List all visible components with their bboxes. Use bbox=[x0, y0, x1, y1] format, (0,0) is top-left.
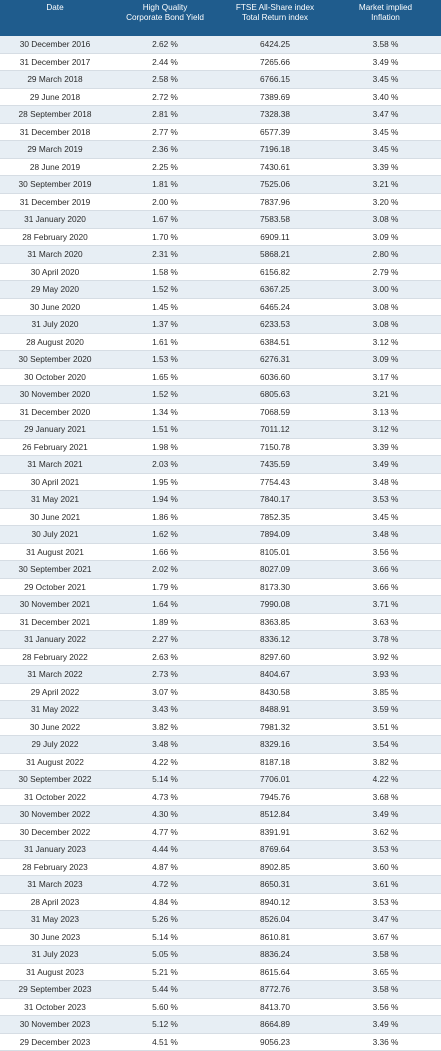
cell-bond-yield: 1.95 % bbox=[110, 474, 220, 491]
cell-date: 30 September 2020 bbox=[0, 351, 110, 368]
cell-bond-yield: 2.63 % bbox=[110, 649, 220, 666]
cell-inflation: 3.78 % bbox=[330, 631, 441, 648]
cell-ftse-index: 7150.78 bbox=[220, 439, 330, 456]
table-header bbox=[0, 0, 441, 36]
table-row bbox=[0, 964, 441, 982]
cell-date: 30 December 2022 bbox=[0, 824, 110, 841]
cell-inflation: 3.71 % bbox=[330, 596, 441, 613]
table-row bbox=[0, 281, 441, 299]
table-row bbox=[0, 946, 441, 964]
table-row bbox=[0, 194, 441, 212]
table-row bbox=[0, 701, 441, 719]
cell-ftse-index: 7068.59 bbox=[220, 404, 330, 421]
cell-bond-yield: 1.65 % bbox=[110, 369, 220, 386]
cell-date: 31 January 2023 bbox=[0, 841, 110, 858]
cell-date: 29 May 2020 bbox=[0, 281, 110, 298]
header-bond-yield: High Quality Corporate Bond Yield bbox=[110, 0, 220, 23]
cell-inflation: 3.48 % bbox=[330, 474, 441, 491]
cell-ftse-index: 8610.81 bbox=[220, 929, 330, 946]
cell-ftse-index: 6424.25 bbox=[220, 36, 330, 53]
cell-bond-yield: 1.81 % bbox=[110, 176, 220, 193]
cell-inflation: 3.54 % bbox=[330, 736, 441, 753]
table-row bbox=[0, 649, 441, 667]
table-row bbox=[0, 579, 441, 597]
cell-ftse-index: 7196.18 bbox=[220, 141, 330, 158]
cell-inflation: 3.82 % bbox=[330, 754, 441, 771]
cell-date: 31 March 2022 bbox=[0, 666, 110, 683]
cell-inflation: 3.20 % bbox=[330, 194, 441, 211]
cell-inflation: 3.48 % bbox=[330, 526, 441, 543]
cell-bond-yield: 5.26 % bbox=[110, 911, 220, 928]
cell-bond-yield: 2.44 % bbox=[110, 54, 220, 71]
cell-date: 30 September 2019 bbox=[0, 176, 110, 193]
cell-ftse-index: 8329.16 bbox=[220, 736, 330, 753]
cell-bond-yield: 1.61 % bbox=[110, 334, 220, 351]
cell-ftse-index: 5868.21 bbox=[220, 246, 330, 263]
table-row bbox=[0, 684, 441, 702]
table-row bbox=[0, 351, 441, 369]
table-row bbox=[0, 246, 441, 264]
cell-date: 29 April 2022 bbox=[0, 684, 110, 701]
table-row bbox=[0, 404, 441, 422]
cell-inflation: 3.61 % bbox=[330, 876, 441, 893]
cell-bond-yield: 1.45 % bbox=[110, 299, 220, 316]
cell-date: 30 June 2021 bbox=[0, 509, 110, 526]
table-row bbox=[0, 54, 441, 72]
table-row bbox=[0, 124, 441, 142]
cell-inflation: 3.62 % bbox=[330, 824, 441, 841]
cell-ftse-index: 8940.12 bbox=[220, 894, 330, 911]
cell-ftse-index: 8902.85 bbox=[220, 859, 330, 876]
cell-date: 31 December 2019 bbox=[0, 194, 110, 211]
cell-date: 31 December 2020 bbox=[0, 404, 110, 421]
cell-date: 31 March 2023 bbox=[0, 876, 110, 893]
cell-date: 28 February 2020 bbox=[0, 229, 110, 246]
cell-bond-yield: 2.25 % bbox=[110, 159, 220, 176]
cell-date: 31 October 2023 bbox=[0, 999, 110, 1016]
table-row bbox=[0, 369, 441, 387]
table-row bbox=[0, 631, 441, 649]
table-row bbox=[0, 509, 441, 527]
cell-ftse-index: 7840.17 bbox=[220, 491, 330, 508]
cell-ftse-index: 7981.32 bbox=[220, 719, 330, 736]
cell-bond-yield: 5.05 % bbox=[110, 946, 220, 963]
cell-ftse-index: 8187.18 bbox=[220, 754, 330, 771]
cell-bond-yield: 4.44 % bbox=[110, 841, 220, 858]
cell-bond-yield: 3.82 % bbox=[110, 719, 220, 736]
cell-inflation: 3.08 % bbox=[330, 299, 441, 316]
table-row bbox=[0, 666, 441, 684]
cell-bond-yield: 1.66 % bbox=[110, 544, 220, 561]
cell-date: 31 August 2023 bbox=[0, 964, 110, 981]
cell-bond-yield: 1.98 % bbox=[110, 439, 220, 456]
cell-date: 29 January 2021 bbox=[0, 421, 110, 438]
table-row bbox=[0, 841, 441, 859]
cell-ftse-index: 7265.66 bbox=[220, 54, 330, 71]
cell-inflation: 3.09 % bbox=[330, 229, 441, 246]
table-row bbox=[0, 89, 441, 107]
cell-bond-yield: 1.79 % bbox=[110, 579, 220, 596]
cell-inflation: 3.66 % bbox=[330, 579, 441, 596]
cell-inflation: 3.40 % bbox=[330, 89, 441, 106]
cell-inflation: 3.47 % bbox=[330, 106, 441, 123]
cell-ftse-index: 8650.31 bbox=[220, 876, 330, 893]
cell-bond-yield: 4.84 % bbox=[110, 894, 220, 911]
cell-inflation: 3.58 % bbox=[330, 36, 441, 53]
cell-bond-yield: 2.81 % bbox=[110, 106, 220, 123]
cell-date: 29 March 2019 bbox=[0, 141, 110, 158]
table-row bbox=[0, 334, 441, 352]
cell-ftse-index: 7435.59 bbox=[220, 456, 330, 473]
table-row bbox=[0, 929, 441, 947]
cell-bond-yield: 1.34 % bbox=[110, 404, 220, 421]
table-row bbox=[0, 824, 441, 842]
cell-ftse-index: 7583.58 bbox=[220, 211, 330, 228]
cell-date: 26 February 2021 bbox=[0, 439, 110, 456]
cell-inflation: 3.53 % bbox=[330, 894, 441, 911]
cell-ftse-index: 8615.64 bbox=[220, 964, 330, 981]
cell-inflation: 3.45 % bbox=[330, 71, 441, 88]
cell-date: 30 September 2022 bbox=[0, 771, 110, 788]
cell-ftse-index: 8836.24 bbox=[220, 946, 330, 963]
table-row bbox=[0, 36, 441, 54]
cell-date: 31 August 2022 bbox=[0, 754, 110, 771]
cell-inflation: 3.12 % bbox=[330, 421, 441, 438]
table-row bbox=[0, 596, 441, 614]
cell-ftse-index: 6384.51 bbox=[220, 334, 330, 351]
cell-date: 30 June 2022 bbox=[0, 719, 110, 736]
cell-bond-yield: 1.89 % bbox=[110, 614, 220, 631]
cell-inflation: 3.36 % bbox=[330, 1034, 441, 1051]
cell-inflation: 2.80 % bbox=[330, 246, 441, 263]
table-row bbox=[0, 229, 441, 247]
cell-bond-yield: 4.77 % bbox=[110, 824, 220, 841]
cell-bond-yield: 1.62 % bbox=[110, 526, 220, 543]
cell-inflation: 3.49 % bbox=[330, 806, 441, 823]
cell-ftse-index: 8391.91 bbox=[220, 824, 330, 841]
cell-bond-yield: 1.52 % bbox=[110, 281, 220, 298]
cell-bond-yield: 5.44 % bbox=[110, 981, 220, 998]
cell-bond-yield: 1.70 % bbox=[110, 229, 220, 246]
cell-inflation: 3.12 % bbox=[330, 334, 441, 351]
table-row bbox=[0, 561, 441, 579]
cell-inflation: 3.49 % bbox=[330, 456, 441, 473]
cell-bond-yield: 4.72 % bbox=[110, 876, 220, 893]
cell-date: 30 October 2020 bbox=[0, 369, 110, 386]
cell-date: 31 December 2018 bbox=[0, 124, 110, 141]
table-row bbox=[0, 474, 441, 492]
cell-date: 29 September 2023 bbox=[0, 981, 110, 998]
cell-ftse-index: 7389.69 bbox=[220, 89, 330, 106]
cell-bond-yield: 1.51 % bbox=[110, 421, 220, 438]
cell-date: 31 May 2023 bbox=[0, 911, 110, 928]
cell-ftse-index: 8430.58 bbox=[220, 684, 330, 701]
table-row bbox=[0, 211, 441, 229]
table-row bbox=[0, 806, 441, 824]
cell-bond-yield: 5.12 % bbox=[110, 1016, 220, 1033]
cell-date: 30 November 2022 bbox=[0, 806, 110, 823]
cell-date: 31 July 2020 bbox=[0, 316, 110, 333]
cell-bond-yield: 1.53 % bbox=[110, 351, 220, 368]
table-row bbox=[0, 456, 441, 474]
table-row bbox=[0, 981, 441, 999]
cell-bond-yield: 3.48 % bbox=[110, 736, 220, 753]
cell-inflation: 3.08 % bbox=[330, 211, 441, 228]
cell-bond-yield: 2.31 % bbox=[110, 246, 220, 263]
cell-inflation: 3.93 % bbox=[330, 666, 441, 683]
cell-inflation: 3.58 % bbox=[330, 946, 441, 963]
cell-inflation: 3.66 % bbox=[330, 561, 441, 578]
cell-ftse-index: 8664.89 bbox=[220, 1016, 330, 1033]
cell-bond-yield: 2.77 % bbox=[110, 124, 220, 141]
header-inflation: Market implied Inflation bbox=[330, 0, 441, 23]
cell-inflation: 3.21 % bbox=[330, 176, 441, 193]
cell-bond-yield: 5.60 % bbox=[110, 999, 220, 1016]
cell-bond-yield: 1.58 % bbox=[110, 264, 220, 281]
cell-inflation: 3.09 % bbox=[330, 351, 441, 368]
cell-date: 29 June 2018 bbox=[0, 89, 110, 106]
table-row bbox=[0, 439, 441, 457]
cell-ftse-index: 8769.64 bbox=[220, 841, 330, 858]
cell-ftse-index: 6909.11 bbox=[220, 229, 330, 246]
table-body bbox=[0, 36, 441, 1051]
table-row bbox=[0, 719, 441, 737]
cell-bond-yield: 5.14 % bbox=[110, 771, 220, 788]
cell-date: 31 July 2023 bbox=[0, 946, 110, 963]
cell-bond-yield: 2.73 % bbox=[110, 666, 220, 683]
cell-inflation: 3.59 % bbox=[330, 701, 441, 718]
cell-inflation: 3.45 % bbox=[330, 141, 441, 158]
cell-inflation: 3.65 % bbox=[330, 964, 441, 981]
cell-date: 31 March 2021 bbox=[0, 456, 110, 473]
cell-inflation: 3.17 % bbox=[330, 369, 441, 386]
cell-ftse-index: 6465.24 bbox=[220, 299, 330, 316]
cell-ftse-index: 6233.53 bbox=[220, 316, 330, 333]
cell-bond-yield: 1.37 % bbox=[110, 316, 220, 333]
cell-inflation: 3.13 % bbox=[330, 404, 441, 421]
cell-ftse-index: 7754.43 bbox=[220, 474, 330, 491]
cell-inflation: 3.51 % bbox=[330, 719, 441, 736]
cell-date: 30 November 2023 bbox=[0, 1016, 110, 1033]
cell-date: 29 July 2022 bbox=[0, 736, 110, 753]
cell-ftse-index: 6276.31 bbox=[220, 351, 330, 368]
cell-ftse-index: 9056.23 bbox=[220, 1034, 330, 1051]
cell-ftse-index: 7837.96 bbox=[220, 194, 330, 211]
cell-inflation: 3.68 % bbox=[330, 789, 441, 806]
table-row bbox=[0, 911, 441, 929]
table-row bbox=[0, 1034, 441, 1051]
cell-inflation: 2.79 % bbox=[330, 264, 441, 281]
cell-bond-yield: 1.86 % bbox=[110, 509, 220, 526]
cell-ftse-index: 8404.67 bbox=[220, 666, 330, 683]
cell-bond-yield: 4.51 % bbox=[110, 1034, 220, 1051]
cell-inflation: 3.39 % bbox=[330, 159, 441, 176]
header-date: Date bbox=[0, 0, 110, 13]
cell-bond-yield: 2.62 % bbox=[110, 36, 220, 53]
cell-ftse-index: 7990.08 bbox=[220, 596, 330, 613]
table-row bbox=[0, 771, 441, 789]
table-row bbox=[0, 421, 441, 439]
cell-ftse-index: 7852.35 bbox=[220, 509, 330, 526]
cell-date: 30 September 2021 bbox=[0, 561, 110, 578]
table-row bbox=[0, 176, 441, 194]
cell-bond-yield: 3.07 % bbox=[110, 684, 220, 701]
cell-ftse-index: 7328.38 bbox=[220, 106, 330, 123]
cell-bond-yield: 1.52 % bbox=[110, 386, 220, 403]
cell-date: 29 March 2018 bbox=[0, 71, 110, 88]
cell-date: 31 October 2022 bbox=[0, 789, 110, 806]
table-row bbox=[0, 299, 441, 317]
cell-ftse-index: 7894.09 bbox=[220, 526, 330, 543]
cell-bond-yield: 4.22 % bbox=[110, 754, 220, 771]
cell-inflation: 3.21 % bbox=[330, 386, 441, 403]
table-row bbox=[0, 386, 441, 404]
cell-date: 30 April 2021 bbox=[0, 474, 110, 491]
cell-ftse-index: 8512.84 bbox=[220, 806, 330, 823]
cell-ftse-index: 7011.12 bbox=[220, 421, 330, 438]
cell-ftse-index: 8297.60 bbox=[220, 649, 330, 666]
table-row bbox=[0, 999, 441, 1017]
cell-inflation: 3.92 % bbox=[330, 649, 441, 666]
table-row bbox=[0, 71, 441, 89]
table-row bbox=[0, 754, 441, 772]
cell-bond-yield: 5.21 % bbox=[110, 964, 220, 981]
cell-bond-yield: 2.58 % bbox=[110, 71, 220, 88]
cell-bond-yield: 5.14 % bbox=[110, 929, 220, 946]
cell-bond-yield: 1.64 % bbox=[110, 596, 220, 613]
cell-inflation: 3.45 % bbox=[330, 124, 441, 141]
cell-ftse-index: 6036.60 bbox=[220, 369, 330, 386]
cell-inflation: 3.49 % bbox=[330, 1016, 441, 1033]
cell-date: 28 February 2022 bbox=[0, 649, 110, 666]
cell-inflation: 3.60 % bbox=[330, 859, 441, 876]
cell-inflation: 3.00 % bbox=[330, 281, 441, 298]
table-row bbox=[0, 544, 441, 562]
cell-ftse-index: 8173.30 bbox=[220, 579, 330, 596]
table-row bbox=[0, 159, 441, 177]
cell-date: 30 June 2023 bbox=[0, 929, 110, 946]
cell-bond-yield: 2.36 % bbox=[110, 141, 220, 158]
cell-inflation: 3.53 % bbox=[330, 491, 441, 508]
cell-inflation: 3.45 % bbox=[330, 509, 441, 526]
cell-date: 30 July 2021 bbox=[0, 526, 110, 543]
cell-inflation: 3.39 % bbox=[330, 439, 441, 456]
cell-bond-yield: 1.67 % bbox=[110, 211, 220, 228]
cell-bond-yield: 2.00 % bbox=[110, 194, 220, 211]
cell-ftse-index: 8336.12 bbox=[220, 631, 330, 648]
cell-inflation: 3.67 % bbox=[330, 929, 441, 946]
cell-ftse-index: 6577.39 bbox=[220, 124, 330, 141]
cell-ftse-index: 7706.01 bbox=[220, 771, 330, 788]
cell-ftse-index: 8413.70 bbox=[220, 999, 330, 1016]
cell-inflation: 3.56 % bbox=[330, 999, 441, 1016]
cell-date: 30 April 2020 bbox=[0, 264, 110, 281]
cell-bond-yield: 4.73 % bbox=[110, 789, 220, 806]
cell-inflation: 3.85 % bbox=[330, 684, 441, 701]
cell-date: 31 May 2022 bbox=[0, 701, 110, 718]
cell-date: 30 November 2020 bbox=[0, 386, 110, 403]
cell-date: 30 June 2020 bbox=[0, 299, 110, 316]
cell-ftse-index: 7525.06 bbox=[220, 176, 330, 193]
cell-ftse-index: 6367.25 bbox=[220, 281, 330, 298]
cell-ftse-index: 8526.04 bbox=[220, 911, 330, 928]
cell-ftse-index: 7945.76 bbox=[220, 789, 330, 806]
cell-date: 31 January 2020 bbox=[0, 211, 110, 228]
table-row bbox=[0, 789, 441, 807]
table-row bbox=[0, 614, 441, 632]
table-row bbox=[0, 526, 441, 544]
cell-bond-yield: 2.02 % bbox=[110, 561, 220, 578]
cell-date: 31 December 2017 bbox=[0, 54, 110, 71]
table-row bbox=[0, 1016, 441, 1034]
cell-inflation: 3.47 % bbox=[330, 911, 441, 928]
table-row bbox=[0, 106, 441, 124]
cell-date: 28 June 2019 bbox=[0, 159, 110, 176]
cell-inflation: 3.58 % bbox=[330, 981, 441, 998]
cell-inflation: 3.56 % bbox=[330, 544, 441, 561]
cell-date: 31 May 2021 bbox=[0, 491, 110, 508]
cell-bond-yield: 1.94 % bbox=[110, 491, 220, 508]
table-row bbox=[0, 264, 441, 282]
cell-date: 29 December 2023 bbox=[0, 1034, 110, 1051]
table-row bbox=[0, 876, 441, 894]
cell-date: 30 December 2016 bbox=[0, 36, 110, 53]
table-row bbox=[0, 859, 441, 877]
cell-inflation: 4.22 % bbox=[330, 771, 441, 788]
cell-date: 31 December 2021 bbox=[0, 614, 110, 631]
cell-ftse-index: 6156.82 bbox=[220, 264, 330, 281]
cell-date: 30 November 2021 bbox=[0, 596, 110, 613]
cell-inflation: 3.63 % bbox=[330, 614, 441, 631]
cell-date: 28 August 2020 bbox=[0, 334, 110, 351]
cell-date: 31 August 2021 bbox=[0, 544, 110, 561]
cell-inflation: 3.49 % bbox=[330, 54, 441, 71]
table-row bbox=[0, 736, 441, 754]
cell-ftse-index: 6805.63 bbox=[220, 386, 330, 403]
cell-date: 31 March 2020 bbox=[0, 246, 110, 263]
cell-date: 28 February 2023 bbox=[0, 859, 110, 876]
cell-date: 28 April 2023 bbox=[0, 894, 110, 911]
cell-bond-yield: 2.03 % bbox=[110, 456, 220, 473]
table-row bbox=[0, 316, 441, 334]
table-row bbox=[0, 491, 441, 509]
cell-date: 29 October 2021 bbox=[0, 579, 110, 596]
cell-ftse-index: 8488.91 bbox=[220, 701, 330, 718]
cell-inflation: 3.08 % bbox=[330, 316, 441, 333]
header-ftse-index: FTSE All-Share index Total Return index bbox=[220, 0, 330, 23]
cell-bond-yield: 2.27 % bbox=[110, 631, 220, 648]
cell-ftse-index: 8027.09 bbox=[220, 561, 330, 578]
cell-bond-yield: 4.30 % bbox=[110, 806, 220, 823]
cell-date: 28 September 2018 bbox=[0, 106, 110, 123]
table-row bbox=[0, 894, 441, 912]
cell-inflation: 3.53 % bbox=[330, 841, 441, 858]
cell-ftse-index: 8363.85 bbox=[220, 614, 330, 631]
cell-bond-yield: 2.72 % bbox=[110, 89, 220, 106]
cell-bond-yield: 4.87 % bbox=[110, 859, 220, 876]
cell-ftse-index: 7430.61 bbox=[220, 159, 330, 176]
cell-bond-yield: 3.43 % bbox=[110, 701, 220, 718]
cell-ftse-index: 6766.15 bbox=[220, 71, 330, 88]
cell-date: 31 January 2022 bbox=[0, 631, 110, 648]
cell-ftse-index: 8105.01 bbox=[220, 544, 330, 561]
cell-ftse-index: 8772.76 bbox=[220, 981, 330, 998]
table-row bbox=[0, 141, 441, 159]
